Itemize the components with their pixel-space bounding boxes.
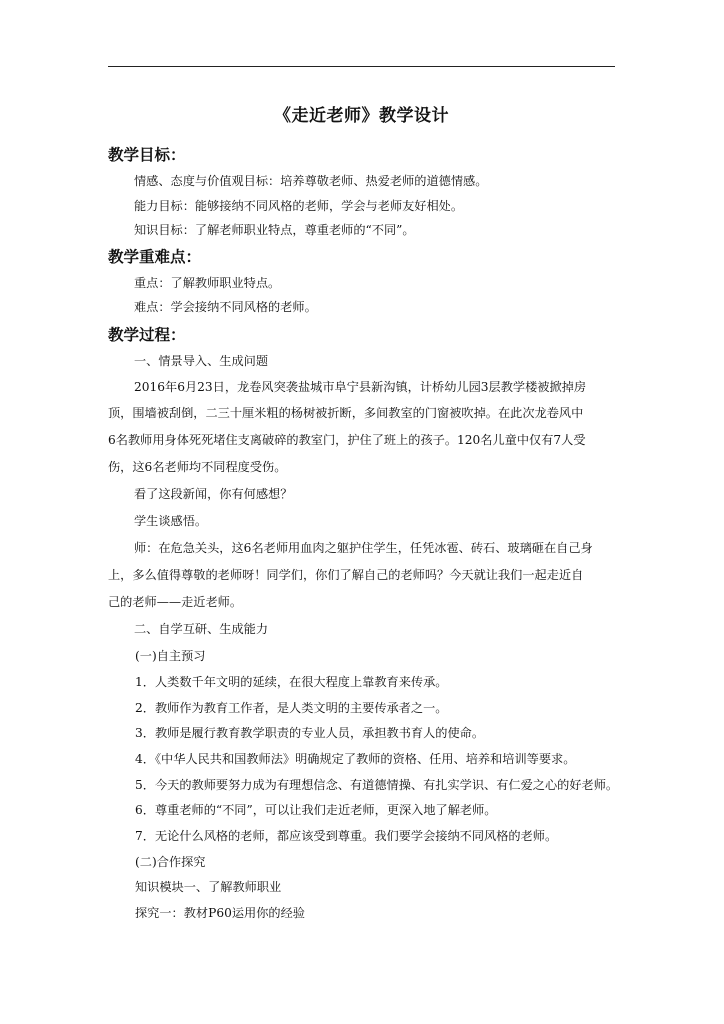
preview-item: 4．《中华人民共和国教师法》明确规定了教师的资格、任用、培养和培训等要求。 (135, 752, 576, 766)
document-title: 《走近老师》教学设计 (274, 106, 449, 126)
news-line: 2016年6月23日，龙卷风突袭盐城市阜宁县新沟镇，计桥幼儿园3层教学楼被掀掉房 (134, 380, 587, 394)
news-line: 顶，围墙被刮倒，二三十厘米粗的杨树被折断，多间教室的门窗被吹掉。在此次龙卷风中 (108, 406, 584, 420)
keypoints-heading: 教学重难点： (108, 248, 202, 266)
objectives-heading: 教学目标： (108, 146, 186, 164)
part1-title: 一、情景导入、生成问题 (134, 354, 269, 368)
objective-line: 能力目标：能够接纳不同风格的老师，学会与老师友好相处。 (134, 199, 464, 213)
preview-item: 6．尊重老师的“不同”，可以让我们走近老师，更深入地了解老师。 (135, 803, 497, 817)
preview-item: 2．教师作为教育工作者，是人类文明的主要传承者之一。 (135, 701, 448, 715)
preview-item: 5．今天的教师要努力成为有理想信念、有道德情操、有扎实学识、有仁爱之心的好老师。 (135, 778, 619, 792)
news-line: 6名教师用身体死死堵住支离破碎的教室门，护住了班上的孩子。120名儿童中仅有7人受 (108, 433, 586, 447)
process-heading: 教学过程： (108, 326, 186, 344)
news-line: 伤，这6名老师均不同程度受伤。 (108, 460, 287, 474)
keypoint-line: 重点：了解教师职业特点。 (134, 276, 281, 290)
objective-line: 知识目标：了解老师职业特点，尊重老师的“不同”。 (134, 223, 415, 237)
preview-item: 7．无论什么风格的老师，都应该受到尊重。我们要学会接纳不同风格的老师。 (135, 829, 558, 843)
preview-item: 3．教师是履行教育教学职责的专业人员，承担教书育人的使命。 (135, 726, 485, 740)
students-line: 学生谈感悟。 (134, 514, 208, 528)
teacher-line: 上，多么值得尊敬的老师呀！同学们，你们了解自己的老师吗？今天就让我们一起走近自 (108, 568, 584, 582)
part2-title: 二、自学互研、生成能力 (134, 622, 269, 636)
header-rule (108, 66, 615, 67)
sub1-title: (一)自主预习 (135, 649, 206, 663)
explore1-line: 探究一：教材P60运用你的经验 (135, 906, 305, 920)
keypoint-line: 难点：学会接纳不同风格的老师。 (134, 300, 317, 314)
question-line: 看了这段新闻，你有何感想？ (134, 487, 293, 501)
objective-line: 情感、态度与价值观目标：培养尊敬老师、热爱老师的道德情感。 (134, 174, 488, 188)
teacher-line: 师：在危急关头，这6名老师用血肉之躯护住学生，任凭冰雹、砖石、玻璃砸在自己身 (134, 541, 593, 555)
module1-title: 知识模块一、了解教师职业 (135, 880, 282, 894)
teacher-line: 己的老师——走近老师。 (108, 595, 243, 609)
preview-item: 1．人类数千年文明的延续，在很大程度上靠教育来传承。 (135, 675, 448, 689)
sub2-title: (二)合作探究 (135, 855, 206, 869)
